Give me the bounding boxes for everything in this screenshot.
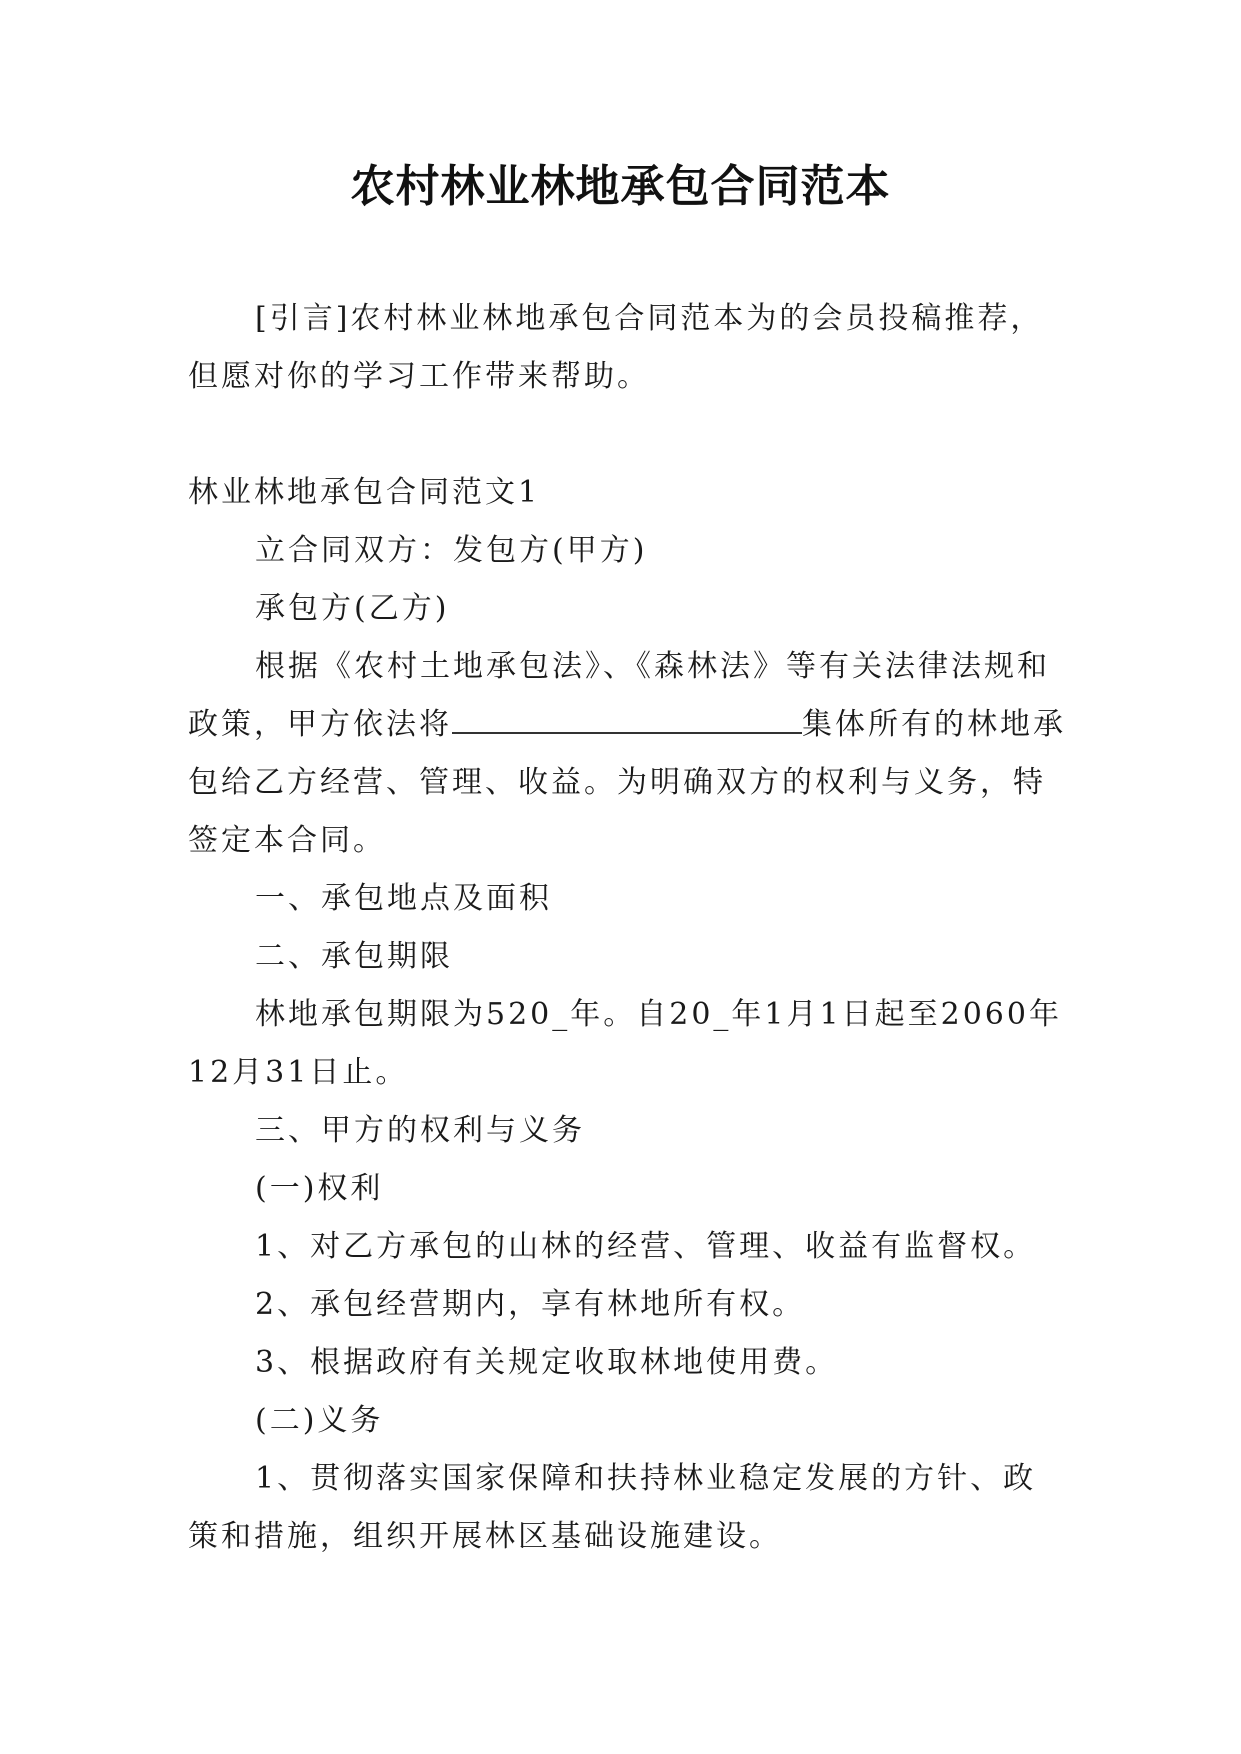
term-paragraph: 林地承包期限为520_年。自20_年1月1日起至2060年12月31日止。 (188, 997, 1062, 1090)
intro-paragraph: [引言]农村林业林地承包合同范本为的会员投稿推荐，但愿对你的学习工作带来帮助。 (188, 301, 1044, 394)
contractor-line: 承包方(乙方) (255, 591, 450, 626)
clause-heading-location: 一、承包地点及面积 (255, 881, 552, 916)
parties-line: 立合同双方：发包方(甲方) (255, 533, 648, 568)
clause-heading-term: 二、承包期限 (255, 939, 453, 974)
right-item-3: 3、根据政府有关规定收取林地使用费。 (255, 1345, 839, 1380)
fill-in-blank (452, 702, 802, 734)
section-heading: 林业林地承包合同范文1 (188, 475, 541, 510)
basis-text-part1: 根据《农村土地承包法》、《森林法》等有关法律法规和政策，甲方依法将 (188, 649, 1050, 742)
document-title: 农村林业林地承包合同范本 (350, 161, 891, 212)
rights-heading: (一)权利 (255, 1171, 384, 1206)
basis-text-part2: 集体所有的林地承包给乙方经营、管理、收益。为明确双方的权利与义务，特签定本合同。 (188, 707, 1066, 858)
right-item-2: 2、承包经营期内，享有林地所有权。 (255, 1287, 806, 1322)
spacer (188, 406, 1068, 464)
clause-heading-party-a: 三、甲方的权利与义务 (255, 1113, 585, 1148)
duties-heading: (二)义务 (255, 1403, 384, 1438)
basis-paragraph (188, 638, 1068, 870)
right-item-1: 1、对乙方承包的山林的经营、管理、收益有监督权。 (255, 1229, 1037, 1264)
duty-item-1: 1、贯彻落实国家保障和扶持林业稳定发展的方针、政策和措施，组织开展林区基础设施建设。 (188, 1461, 1037, 1554)
document-body (188, 290, 1068, 1566)
